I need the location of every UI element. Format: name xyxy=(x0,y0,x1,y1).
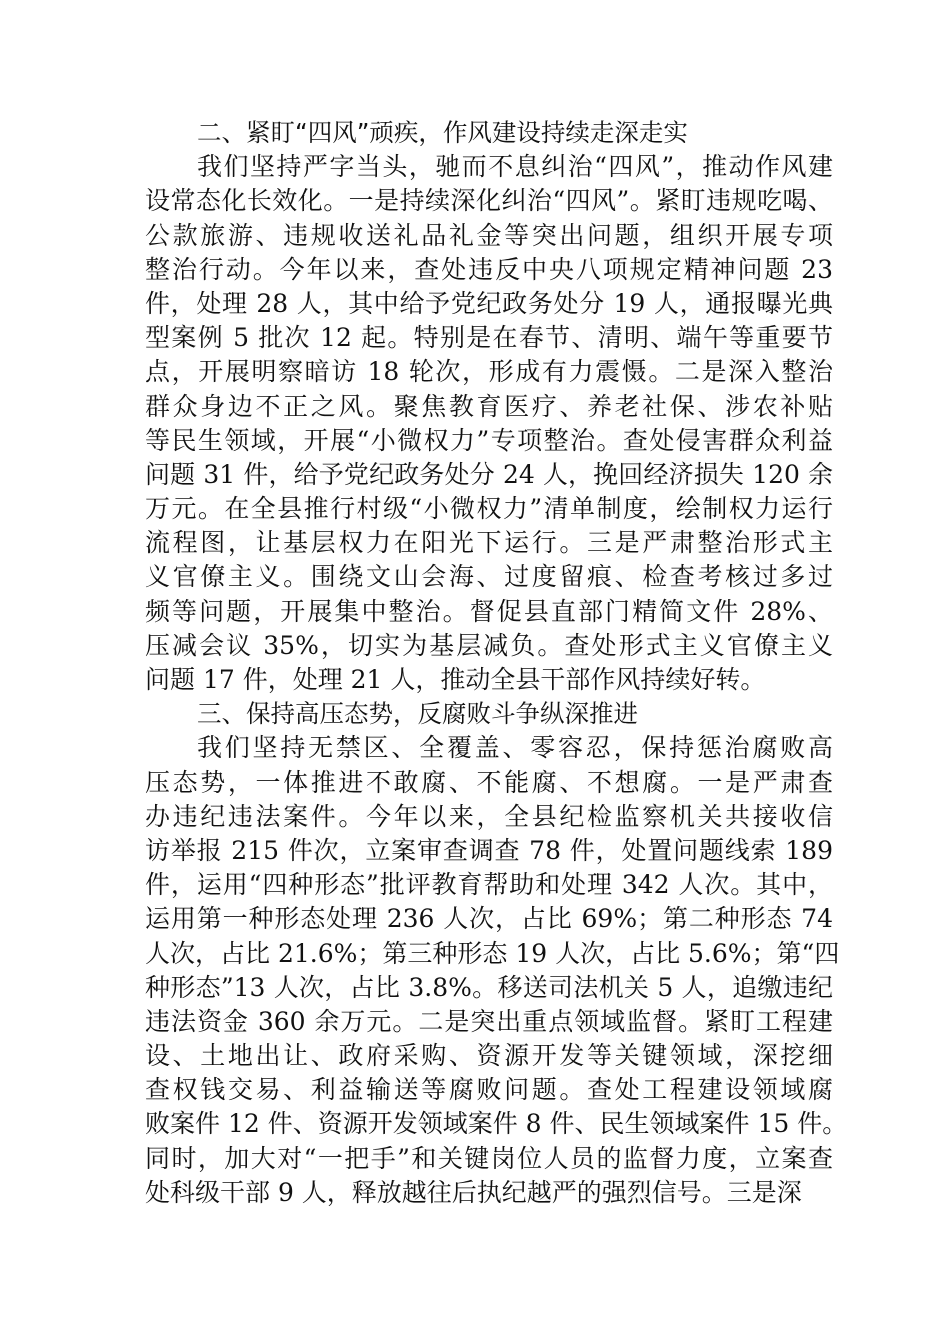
text-line: 我们坚持无禁区、全覆盖、零容忍，保持惩治腐败高 xyxy=(197,733,833,763)
text-line: 压态势，一体推进不敢腐、不能腐、不想腐。一是严肃查 xyxy=(145,767,833,797)
text-line: 整治行动。今年以来，查处违反中央八项规定精神问题 23 xyxy=(145,254,833,284)
text-line: 查权钱交易、利益输送等腐败问题。查处工程建设领域腐 xyxy=(145,1075,833,1105)
text-line: 运用第一种形态处理 236 人次，占比 69%；第二种形态 74 xyxy=(145,904,833,934)
text-line: 型案例 5 批次 12 起。特别是在春节、清明、端午等重要节 xyxy=(145,323,833,353)
text-line: 公款旅游、违规收送礼品礼金等突出问题，组织开展专项 xyxy=(145,220,833,250)
text-line: 设、土地出让、政府采购、资源开发等关键领域，深挖细 xyxy=(145,1041,833,1071)
text-line: 处科级干部 9 人，释放越往后执纪越严的强烈信号。三是深 xyxy=(145,1177,802,1207)
text-line: 我们坚持严字当头，驰而不息纠治“四风”，推动作风建 xyxy=(197,152,833,182)
section-heading: 三、保持高压态势，反腐败斗争纵深推进 xyxy=(197,699,638,729)
text-line: 点，开展明察暗访 18 轮次，形成有力震慑。二是深入整治 xyxy=(145,357,833,387)
section-body xyxy=(145,150,833,697)
text-line: 人次，占比 21.6%；第三种形态 19 人次，占比 5.6%；第“四 xyxy=(145,938,840,968)
text-line: 流程图，让基层权力在阳光下运行。三是严肃整治形式主 xyxy=(145,528,833,558)
text-line: 万元。在全县推行村级“小微权力”清单制度，绘制权力运行 xyxy=(145,494,833,524)
section-heading: 二、紧盯“四风”顽疾，作风建设持续走深走实 xyxy=(197,118,688,147)
text-line: 件，运用“四种形态”批评教育帮助和处理 342 人次。其中， xyxy=(145,870,833,900)
text-line: 访举报 215 件次，立案审查调查 78 件，处置问题线索 189 xyxy=(145,835,833,865)
text-line: 败案件 12 件、资源开发领域案件 8 件、民生领域案件 15 件。 xyxy=(145,1109,848,1139)
text-line: 等民生领域，开展“小微权力”专项整治。查处侵害群众利益 xyxy=(145,425,833,455)
text-line: 办违纪违法案件。今年以来，全县纪检监察机关共接收信 xyxy=(145,801,833,831)
text-line: 问题 31 件，给予党纪政务处分 24 人，挽回经济损失 120 余 xyxy=(145,459,833,489)
text-line: 设常态化长效化。一是持续深化纠治“四风”。紧盯违规吃喝、 xyxy=(145,186,833,216)
text-line: 件，处理 28 人，其中给予党纪政务处分 19 人，通报曝光典 xyxy=(145,288,833,318)
section-body xyxy=(145,731,848,1210)
document-page xyxy=(145,116,848,1210)
text-line: 群众身边不正之风。聚焦教育医疗、养老社保、涉农补贴 xyxy=(145,391,833,421)
text-line: 种形态”13 人次，占比 3.8%。移送司法机关 5 人，追缴违纪 xyxy=(145,972,833,1002)
text-line: 压减会议 35%，切实为基层减负。查处形式主义官僚主义 xyxy=(145,630,833,660)
text-line: 违法资金 360 余万元。二是突出重点领域监督。紧盯工程建 xyxy=(145,1006,833,1036)
text-line: 问题 17 件，处理 21 人，推动全县干部作风持续好转。 xyxy=(145,665,766,694)
text-line: 同时，加大对“一把手”和关键岗位人员的监督力度，立案查 xyxy=(145,1143,833,1173)
text-line: 频等问题，开展集中整治。督促县直部门精简文件 28%、 xyxy=(145,596,833,626)
text-line: 义官僚主义。围绕文山会海、过度留痕、检查考核过多过 xyxy=(145,562,833,592)
